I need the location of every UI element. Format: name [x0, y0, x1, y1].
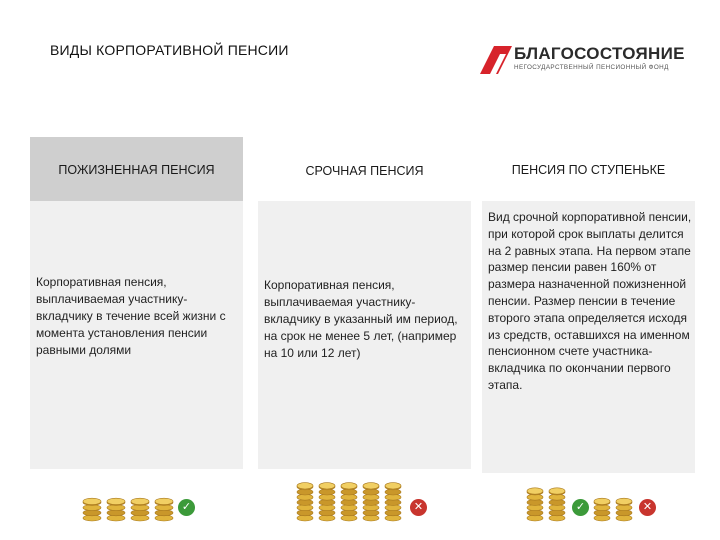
column-body [30, 201, 243, 469]
column-body [258, 201, 471, 469]
slide-title: ВИДЫ КОРПОРАТИВНОЙ ПЕНСИИ [50, 42, 289, 58]
coin-stack-icon [593, 478, 611, 522]
column-header [258, 137, 471, 201]
cross-icon: ✕ [410, 499, 427, 516]
column-header [482, 137, 695, 201]
coin-stacks-step [526, 478, 666, 522]
column-heading: ПОЖИЗНЕННАЯ ПЕНСИЯ [58, 163, 215, 177]
column-term-pension [258, 137, 471, 469]
column-body [482, 201, 695, 473]
coin-stack-icon [526, 478, 544, 522]
column-lifetime-pension [30, 137, 243, 469]
logo-mark-icon [478, 46, 512, 74]
coin-stacks-lifetime [82, 478, 212, 522]
column-description: Корпоративная пенсия, выплачиваемая участнику-вкладчику в указанный им период, на срок не менее 5 лет, (например на 10 или 12 лет) [264, 278, 458, 360]
coin-stack-icon [318, 478, 336, 522]
logo [478, 44, 685, 76]
check-icon: ✓ [178, 499, 195, 516]
coin-stack-icon [362, 478, 380, 522]
column-header [30, 137, 243, 201]
column-heading: СРОЧНАЯ ПЕНСИЯ [305, 164, 424, 178]
column-description: Корпоративная пенсия, выплачиваемая участнику-вкладчику в течение всей жизни с момента установления пенсии равными долями [36, 275, 226, 357]
column-description: Вид срочной корпоративной пенсии, при которой срок выплаты делится на 2 равных этапа. На первом этапе размер пенсии равен 160% от размера назначенной пожизненной пенсии. Размер пенсии в течение второго этапа определяется исходя из средств, оставшихся на именном пенсионном счете участника-вкладчика по окончании первого этапа. [488, 210, 692, 392]
logo-subtitle: НЕГОСУДАРСТВЕННЫЙ ПЕНСИОННЫЙ ФОНД [514, 64, 669, 71]
coin-stack-icon [296, 478, 314, 522]
coin-stack-icon [130, 478, 150, 522]
coin-stack-icon [106, 478, 126, 522]
coin-stack-icon [548, 478, 566, 522]
check-icon: ✓ [572, 499, 589, 516]
coin-stack-icon [384, 478, 402, 522]
coin-stacks-term [296, 478, 426, 522]
cross-icon: ✕ [639, 499, 656, 516]
coin-stack-icon [82, 478, 102, 522]
column-heading: ПЕНСИЯ ПО СТУПЕНЬКЕ [511, 163, 666, 177]
logo-name: БЛАГОСОСТОЯНИЕ [514, 44, 685, 63]
coin-stack-icon [340, 478, 358, 522]
column-step-pension [482, 137, 695, 473]
coin-stack-icon [615, 478, 633, 522]
coin-stack-icon [154, 478, 174, 522]
